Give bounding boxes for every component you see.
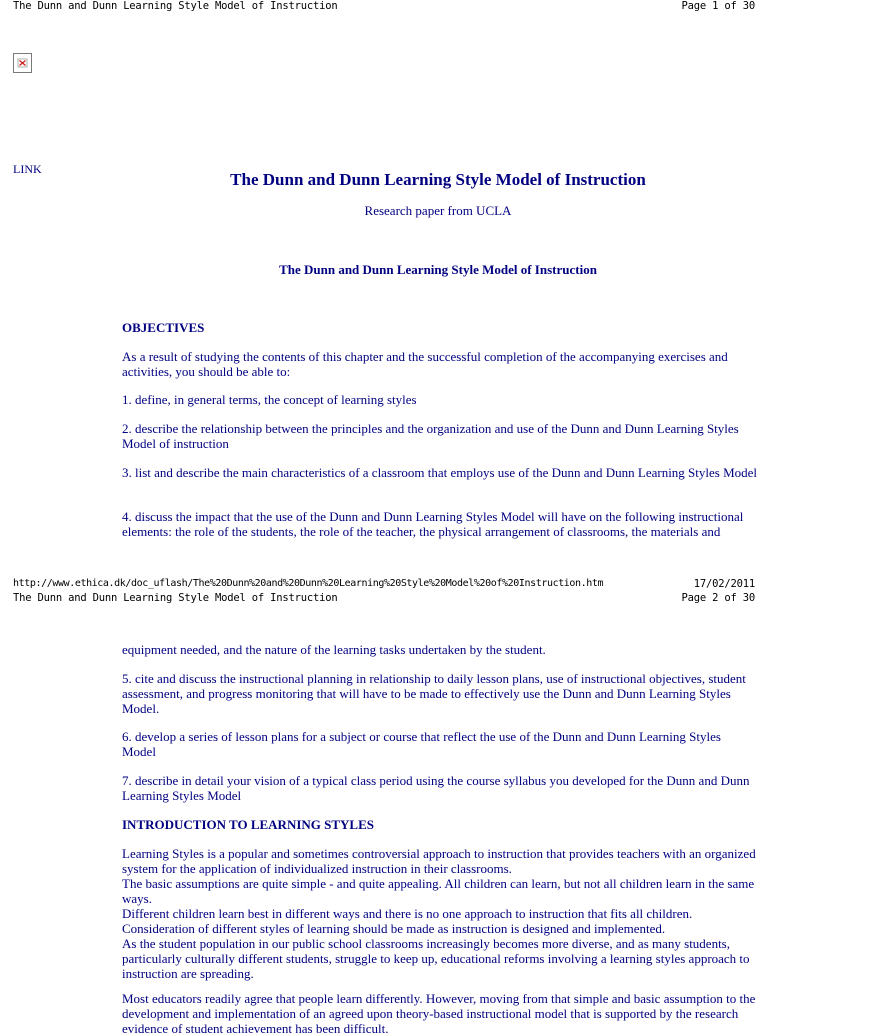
intro-block — [122, 846, 758, 981]
page1-footer-url: http://www.ethica.dk/doc_uflash/The%20Dunn%20and%20Dunn%20Learning%20Style%20Model%20of%20Instruction.htm — [13, 578, 604, 589]
page1-footer-date: 17/02/2011 — [693, 578, 755, 590]
subtitle: Research paper from UCLA — [364, 203, 512, 218]
intro-heading: INTRODUCTION TO LEARNING STYLES — [122, 817, 375, 832]
objectives-heading: OBJECTIVES — [122, 320, 205, 335]
page1-header-title: The Dunn and Dunn Learning Style Model of Instruction — [13, 0, 338, 12]
objective-3: 3. list and describe the main characteristics of a classroom that employs use of the Dunn and Dunn Learning Styles Model — [122, 465, 758, 480]
section-title: The Dunn and Dunn Learning Style Model of Instruction — [279, 262, 597, 277]
intro-line-3: Different children learn best in different ways and there is no one approach to instruction that fits all children. — [122, 906, 693, 921]
objective-5: 5. cite and discuss the instructional planning in relationship to daily lesson plans, use of instructional objectives, student assessment, and progress monitoring that will have to be made to effectively use the Dunn and Dunn Learning Styles Model. — [122, 671, 746, 716]
objective-7: 7. describe in detail your vision of a typical class period using the course syllabus you developed for the Dunn and Dunn Learning Styles Model — [122, 773, 750, 803]
objective-1: 1. define, in general terms, the concept of learning styles — [122, 392, 417, 407]
closing-paragraph: Most educators readily agree that people learn differently. However, moving from that simple and basic assumption to the development and implementation of an agreed upon theory-based instructional model that is supported by the research evidence of student achievement has been difficult. — [122, 991, 756, 1036]
intro-line-1: Learning Styles is a popular and sometimes controversial approach to instruction that provides teachers with an organized system for the application of individualized instruction in their classrooms. — [122, 846, 756, 876]
intro-line-5: As the student population in our public school classrooms increasingly becomes more diverse, and as many students, particularly culturally different students, struggle to keep up, educational reforms involving a learning styles approach to instruction are spreading. — [122, 936, 750, 981]
intro-paragraph: As a result of studying the contents of this chapter and the successful completion of the accompanying exercises and activities, you should be able to: — [122, 349, 728, 379]
objective-4: 4. discuss the impact that the use of the Dunn and Dunn Learning Styles Model will have on the following instructional elements: the role of the students, the role of the teacher, the physical arrangement of classrooms, the materials and — [122, 509, 744, 539]
main-title: The Dunn and Dunn Learning Style Model of Instruction — [230, 170, 646, 189]
link-label[interactable]: LINK — [13, 162, 42, 176]
intro-line-4: Consideration of different styles of learning should be made as instruction is designed and implemented. — [122, 921, 666, 936]
continuation-text: equipment needed, and the nature of the learning tasks undertaken by the student. — [122, 642, 546, 657]
page1-header-page-number: Page 1 of 30 — [681, 0, 755, 12]
page2-header-title: The Dunn and Dunn Learning Style Model of Instruction — [13, 592, 338, 604]
objective-6: 6. develop a series of lesson plans for a subject or course that reflect the use of the Dunn and Dunn Learning Styles Model — [122, 729, 721, 759]
page2-header-page-number: Page 2 of 30 — [681, 592, 755, 604]
objective-2: 2. describe the relationship between the principles and the organization and use of the Dunn and Dunn Learning Styles Model of instruction — [122, 421, 739, 451]
intro-line-2: The basic assumptions are quite simple - and quite appealing. All children can learn, but not all children learn in the same ways. — [122, 876, 755, 906]
